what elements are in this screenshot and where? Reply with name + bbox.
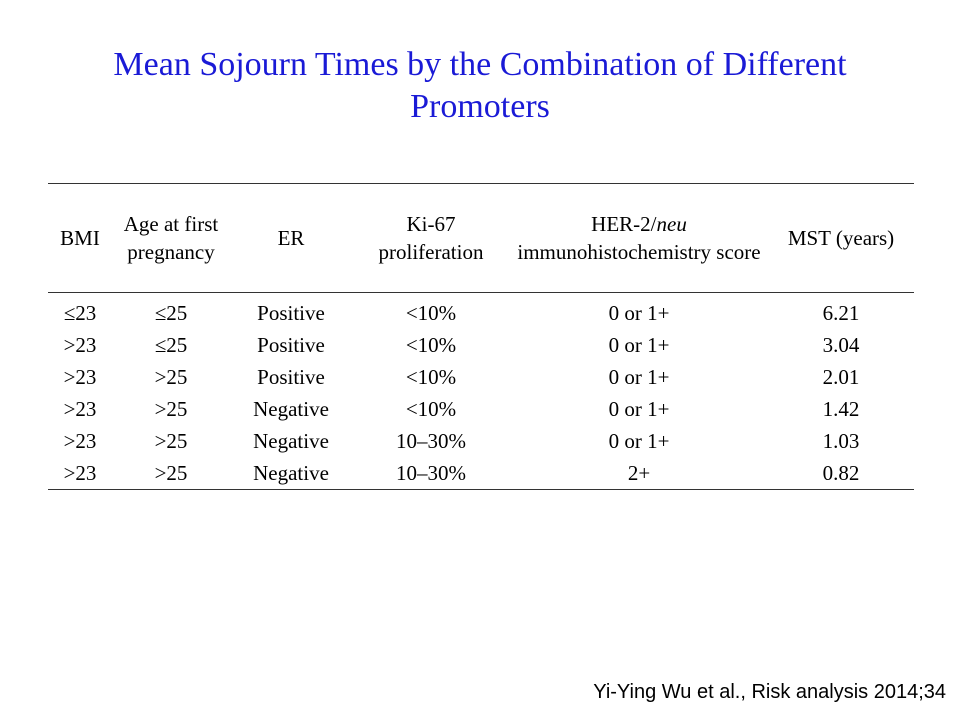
cell-age: >25 [154,461,188,485]
cell-mst: 0.82 [822,461,860,485]
cell-bmi: >23 [63,461,97,485]
mst-table-container [48,183,914,490]
table-row [48,329,914,361]
cell-mst: 3.04 [822,333,860,357]
header-her2-rest: immunohistochemistry score [517,240,761,264]
header-her2 [510,184,768,293]
mst-table [48,183,914,490]
cell-er: Positive [257,301,325,325]
cell-er: Positive [257,333,325,357]
cell-her2: 0 or 1+ [608,333,670,357]
cell-er: Negative [253,397,329,421]
table-row [48,361,914,393]
header-age-first-pregnancy: Age at first pregnancy [123,212,219,264]
cell-her2: 0 or 1+ [608,429,670,453]
header-row [48,184,914,293]
cell-her2: 2+ [627,461,651,485]
header-bmi: BMI [60,226,100,250]
cell-mst: 6.21 [822,301,860,325]
cell-age: >25 [154,397,188,421]
table-body [48,293,914,490]
cell-age: >25 [154,429,188,453]
citation: Yi-Ying Wu et al., Risk analysis 2014;34 [593,681,946,703]
table-row [48,293,914,330]
table-row [48,457,914,490]
cell-her2: 0 or 1+ [608,397,670,421]
cell-bmi: >23 [63,429,97,453]
header-ki67: Ki-67 proliferation [378,212,484,264]
cell-bmi: >23 [63,365,97,389]
cell-er: Positive [257,365,325,389]
cell-ki67: <10% [405,397,457,421]
slide-title: Mean Sojourn Times by the Combination of Different Promoters [113,46,847,125]
cell-mst: 2.01 [822,365,860,389]
header-her2-prefix: HER-2/ [591,212,657,236]
cell-her2: 0 or 1+ [608,301,670,325]
cell-er: Negative [253,429,329,453]
cell-her2: 0 or 1+ [608,365,670,389]
cell-ki67: <10% [405,333,457,357]
header-mst: MST (years) [787,226,895,250]
cell-ki67: 10–30% [396,461,466,485]
cell-age: >25 [154,365,188,389]
header-er: ER [277,226,305,250]
cell-er: Negative [253,461,329,485]
table-row [48,425,914,457]
cell-bmi: >23 [63,333,97,357]
cell-ki67: 10–30% [396,429,466,453]
cell-bmi: ≤23 [63,301,97,325]
cell-age: ≤25 [154,333,188,357]
cell-mst: 1.42 [822,397,860,421]
table-row [48,393,914,425]
cell-age: ≤25 [154,301,188,325]
cell-mst: 1.03 [822,429,860,453]
cell-ki67: <10% [405,301,457,325]
table-header [48,184,914,293]
header-her2-italic: neu [656,212,687,236]
cell-bmi: >23 [63,397,97,421]
cell-ki67: <10% [405,365,457,389]
